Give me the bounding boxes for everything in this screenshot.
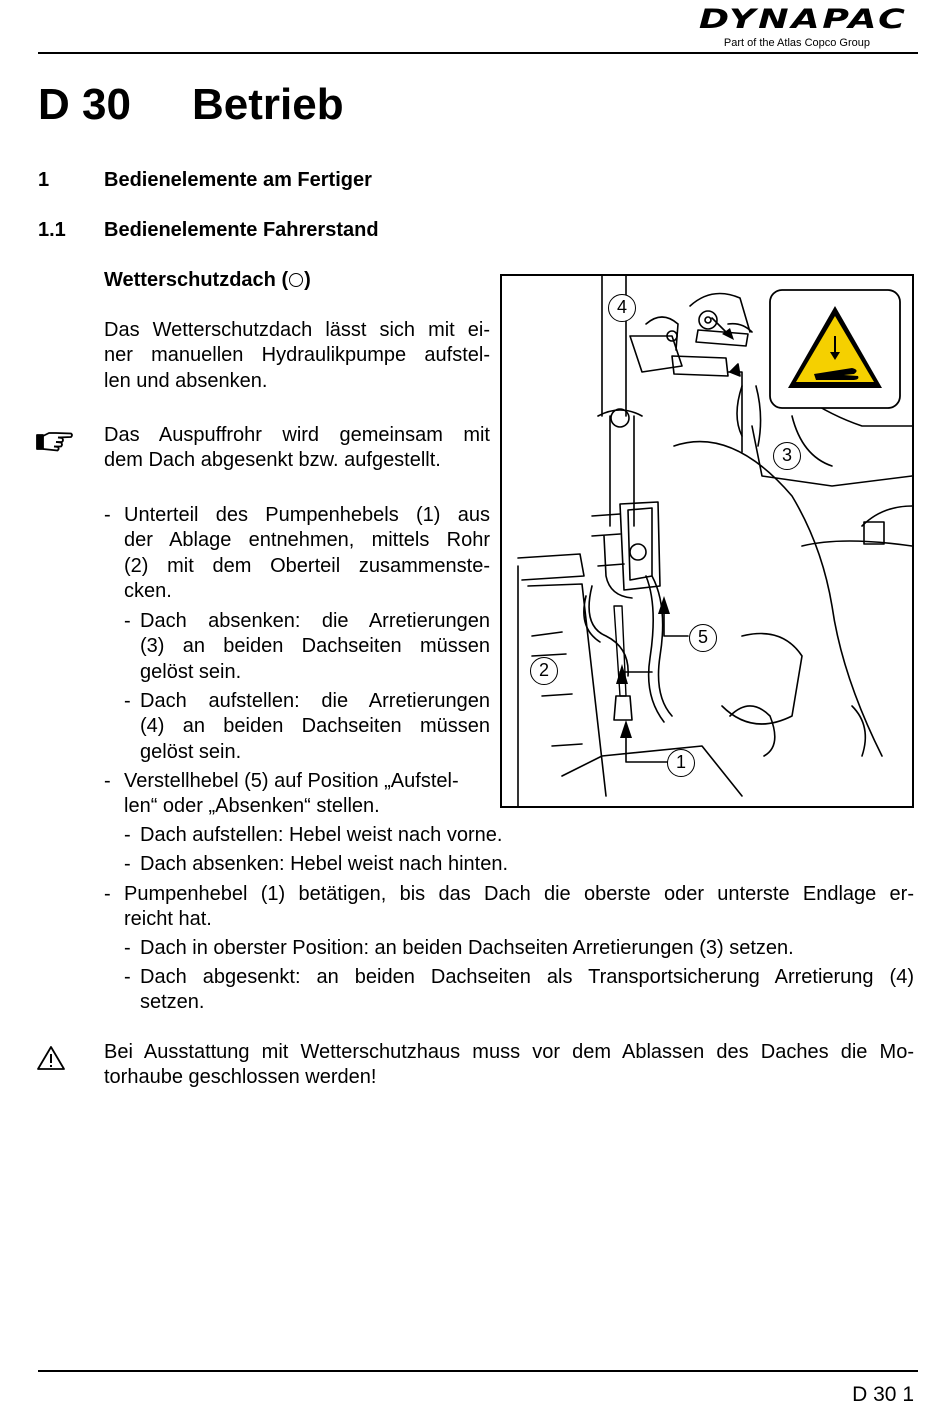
list-item	[140, 823, 640, 848]
note-paragraph	[104, 423, 490, 474]
list-item	[124, 769, 490, 820]
text-line: der Ablage entnehmen, mittels Rohr	[124, 529, 490, 552]
topic-heading-text: Wetterschutzdach (	[104, 269, 289, 291]
topic-heading	[104, 268, 311, 292]
text-line: reicht hat.	[124, 908, 212, 931]
text-line: Dach in oberster Position: an beiden Dachseiten Arretierungen (3) setzen.	[140, 937, 794, 959]
text-line: gelöst sein.	[140, 740, 242, 763]
list-marker: -	[104, 504, 111, 526]
text-line: Pumpenhebel (1) betätigen, bis das Dach die oberste oder unterste Endlage er-	[124, 883, 914, 905]
callout-5: 5	[689, 624, 717, 652]
header-rule	[38, 52, 918, 54]
text-line: Dach aufstellen: die Arretierungen	[140, 690, 490, 712]
list-item	[124, 882, 914, 933]
list-marker: -	[124, 937, 131, 959]
text-line: len“ oder „Absenken“ stellen.	[124, 795, 380, 818]
list-marker: -	[124, 610, 131, 632]
topic-heading-close: )	[304, 269, 311, 291]
callout-1: 1	[667, 749, 695, 777]
list-item	[140, 609, 490, 685]
list-item	[140, 689, 490, 765]
text-line: gelöst sein.	[140, 660, 242, 683]
text-line: Das Auspuffrohr wird gemeinsam mit	[104, 424, 490, 446]
text-line: Das Wetterschutzdach lässt sich mit ei-	[104, 319, 490, 341]
text-line: (3) an beiden Dachseiten müssen	[140, 635, 490, 658]
optional-equipment-icon	[289, 273, 303, 287]
callout-3: 3	[773, 442, 801, 470]
text-line: len und absenken.	[104, 369, 268, 392]
brand-tagline: Part of the Atlas Copco Group	[723, 37, 870, 49]
dynapac-logo	[672, 6, 908, 50]
subsection-number: 1.1	[38, 219, 66, 241]
text-line: Dach absenken: die Arretierungen	[140, 610, 490, 632]
hand-pointer-icon	[36, 429, 74, 453]
section-number: 1	[38, 169, 50, 191]
text-line: (4) an beiden Dachseiten müssen	[140, 715, 490, 738]
section-title: Bedienelemente am Fertiger	[104, 169, 372, 191]
list-marker: -	[104, 883, 111, 905]
brand-name: DYNAPAC	[699, 4, 908, 35]
text-line: dem Dach abgesenkt bzw. aufgestellt.	[104, 449, 441, 472]
callout-4: 4	[608, 294, 636, 322]
text-line: ner manuellen Hydraulikpumpe aufstel-	[104, 344, 490, 367]
text-line: Dach aufstellen: Hebel weist nach vorne.	[140, 824, 503, 846]
warning-paragraph	[104, 1040, 914, 1091]
text-line: cken.	[124, 580, 172, 603]
list-marker: -	[104, 770, 111, 792]
callout-2: 2	[530, 657, 558, 685]
chapter-number: D 30	[38, 80, 131, 129]
text-line: Dach absenken: Hebel weist nach hinten.	[140, 853, 509, 875]
warning-triangle-icon	[36, 1045, 66, 1071]
intro-paragraph	[104, 318, 490, 394]
hand-crush-warning-icon	[770, 290, 900, 408]
list-marker: -	[124, 966, 131, 988]
text-line: Dach abgesenkt: an beiden Dachseiten als Transportsicherung Arretierung (4)	[140, 966, 914, 988]
chapter-title: Betrieb	[192, 80, 344, 129]
list-item	[140, 936, 914, 961]
roof-pump-illustration	[500, 274, 914, 808]
page-number: D 30 1	[852, 1383, 914, 1406]
list-marker: -	[124, 690, 131, 712]
machine-drawing	[502, 276, 912, 806]
text-line: (2) mit dem Oberteil zusammenste-	[124, 554, 490, 577]
list-marker: -	[124, 853, 131, 875]
list-item	[140, 852, 640, 877]
text-line: setzen.	[140, 991, 205, 1014]
list-marker: -	[124, 824, 131, 846]
text-line: Bei Ausstattung mit Wetterschutzhaus muss vor dem Ablassen des Daches die Mo-	[104, 1041, 914, 1063]
text-line: Verstellhebel (5) auf Position „Aufstel-	[124, 770, 459, 792]
subsection-title: Bedienelemente Fahrerstand	[104, 219, 379, 241]
list-item	[124, 503, 490, 605]
list-item	[140, 965, 914, 1016]
text-line: torhaube geschlossen werden!	[104, 1066, 377, 1089]
text-line: Unterteil des Pumpenhebels (1) aus	[124, 504, 490, 526]
footer-rule	[38, 1370, 918, 1372]
